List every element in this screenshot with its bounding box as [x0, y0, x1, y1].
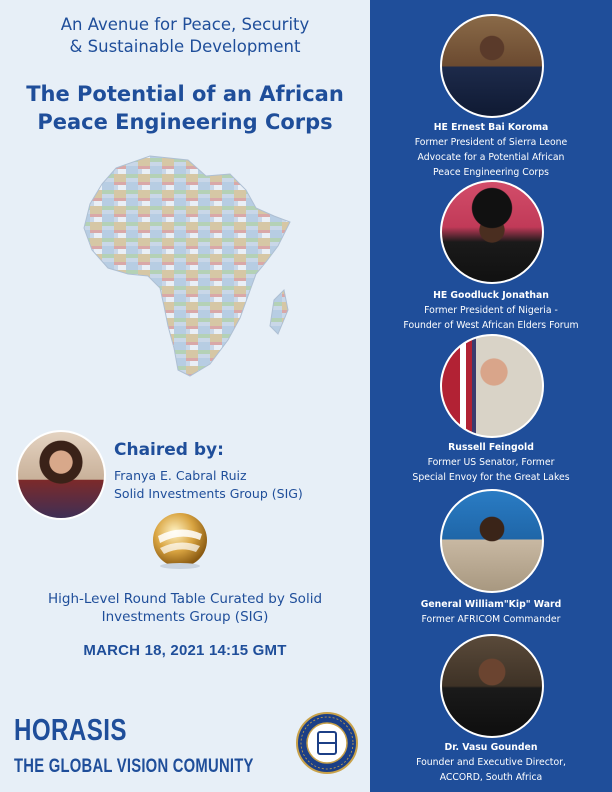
- roundtable-description: [14, 590, 356, 626]
- chair-photo: [16, 430, 106, 520]
- speaker-card-jonathan: [375, 288, 607, 333]
- speaker-role-line: Former President of Sierra Leone: [414, 137, 568, 148]
- speaker-photo-koroma: [440, 14, 544, 118]
- roundtable-line-2: Investments Group (SIG): [101, 609, 269, 625]
- speaker-role-line: Special Envoy for the Great Lakes: [412, 472, 570, 483]
- speaker-card-ward: [375, 597, 607, 627]
- speaker-card-feingold: [375, 440, 607, 485]
- speaker-card-koroma: [375, 120, 607, 180]
- speaker-role-line: Former AFRICOM Commander: [421, 614, 561, 625]
- title-line-2: Peace Engineering Corps: [37, 110, 333, 134]
- chair-details: [114, 467, 303, 503]
- chair-organization: Solid Investments Group (SIG): [114, 486, 303, 501]
- speaker-name: General William"Kip" Ward: [420, 599, 562, 610]
- subtitle-line-2: & Sustainable Development: [69, 37, 301, 56]
- horasis-tagline: THE GLOBAL VISION COMUNITY: [14, 756, 254, 777]
- horasis-wordmark: HORASIS: [14, 712, 127, 747]
- speaker-card-gounden: [375, 740, 607, 785]
- speaker-role-line: Peace Engineering Corps: [433, 167, 549, 178]
- speaker-role-line: Founder of West African Elders Forum: [403, 320, 579, 331]
- speaker-name: HE Goodluck Jonathan: [433, 290, 549, 301]
- event-date: MARCH 18, 2021 14:15 GMT: [83, 642, 287, 659]
- speaker-photo-feingold: [440, 334, 544, 438]
- speaker-photo-ward: [440, 489, 544, 593]
- speaker-photo-jonathan: [440, 180, 544, 284]
- speaker-role-line: ACCORD, South Africa: [439, 772, 543, 783]
- chaired-by-label: Chaired by:: [114, 440, 224, 460]
- subtitle-line-1: An Avenue for Peace, Security: [60, 15, 310, 34]
- speaker-name: Russell Feingold: [448, 442, 534, 453]
- speaker-role-line: Founder and Executive Director,: [416, 757, 566, 768]
- africa-flags-map-image: [78, 150, 298, 382]
- speaker-role-line: Former US Senator, Former: [427, 457, 555, 468]
- event-subtitle: [10, 14, 360, 58]
- sig-globe-logo: [150, 510, 210, 570]
- speaker-role-line: Advocate for a Potential African: [417, 152, 565, 163]
- speaker-name: Dr. Vasu Gounden: [444, 742, 538, 753]
- event-title: [4, 80, 366, 136]
- roundtable-line-1: High-Level Round Table Curated by Solid: [47, 591, 323, 607]
- title-line-1: The Potential of an African: [26, 82, 344, 106]
- ebk-foundation-seal-logo: [296, 712, 358, 774]
- speaker-photo-gounden: [440, 634, 544, 738]
- speaker-name: HE Ernest Bai Koroma: [433, 122, 549, 133]
- chair-name: Franya E. Cabral Ruiz: [114, 468, 247, 483]
- speaker-role-line: Former President of Nigeria -: [424, 305, 558, 316]
